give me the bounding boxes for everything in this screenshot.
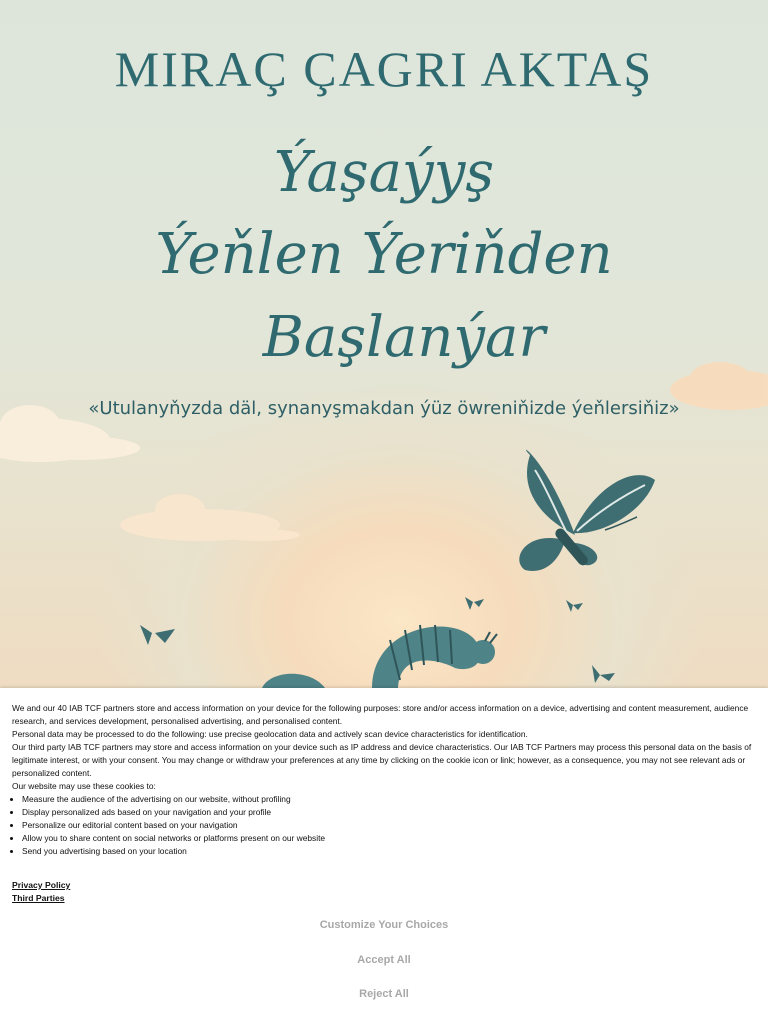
cookie-purpose-item: • Allow you to share content on social networks or platforms present on our website [22, 832, 754, 845]
reject-all-button[interactable]: Reject All [234, 981, 534, 1007]
book-title-line-3: Başlanýar [262, 305, 546, 370]
book-subtitle: «Utulanyňyzda däl, synanyşmakdan ýüz öwreniňizde ýeňlersiňiz» [88, 398, 680, 419]
consent-links [12, 879, 70, 905]
consent-paragraph: Our website may use these cookies to: [12, 781, 156, 791]
cookie-purpose-list [12, 793, 754, 858]
third-parties-link[interactable]: Third Parties [12, 893, 65, 903]
privacy-policy-link[interactable]: Privacy Policy [12, 880, 71, 890]
customize-choices-button[interactable]: Customize Your Choices [234, 912, 534, 938]
cookie-consent-panel [0, 688, 768, 1024]
consent-paragraph: Our third party IAB TCF partners may store and access information on your device such as IP address and device characteristics. Our IAB TCF Partners may process this personal data on the basis of legitimate interest, or with your consent. You may change or withdraw your preferences at any time by clicking on the cookie icon or link; however, as a consequence, you may not see relevant ads or personalized content. [12, 742, 752, 778]
caterpillar [262, 625, 497, 688]
consent-paragraph: We and our 40 IAB TCF partners store and access information on your device for the following purposes: store and/or access information on a device, advertising and content measurement, audience research, and services development, personalised advertising, and personalised content. [12, 703, 749, 726]
book-title-line-1: Ýaşaýyş [273, 140, 495, 205]
butterfly-large [519, 450, 655, 571]
cookie-purpose-item: • Measure the audience of the advertising on our website, without profiling [22, 793, 754, 806]
cloud-mid [120, 494, 300, 541]
cookie-purpose-item: • Personalize our editorial content based on your navigation [22, 819, 754, 832]
consent-text [12, 702, 754, 858]
cookie-purpose-item: • Send you advertising based on your location [22, 845, 754, 858]
accept-all-button[interactable]: Accept All [234, 947, 534, 973]
consent-paragraph: Personal data may be processed to do the following: use precise geolocation data and actively scan device characteristics for identification. [12, 729, 528, 739]
book-title-line-2: Ýeňlen Ýeriňden [155, 222, 613, 287]
author-name: MIRAÇ ÇAGRI AKTAŞ [114, 41, 654, 97]
cookie-purpose-item: • Display personalized ads based on your navigation and your profile [22, 806, 754, 819]
